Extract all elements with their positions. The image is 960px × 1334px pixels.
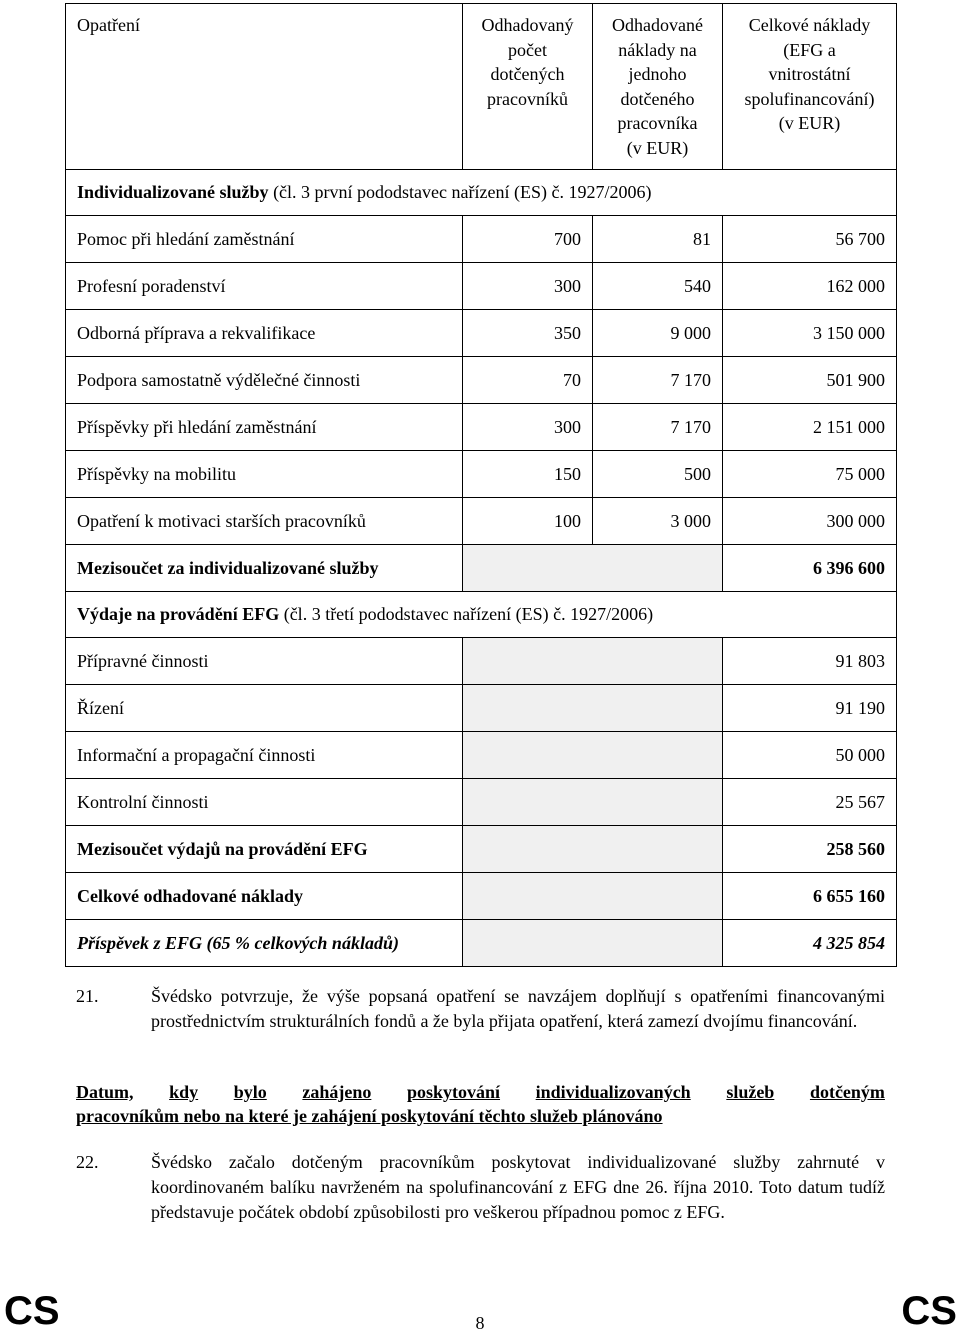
section-title-services: Individualizované služby (čl. 3 první pododstavec nařízení (ES) č. 1927/2006) bbox=[66, 170, 897, 216]
paragraph-text: Švédsko potvrzuje, že výše popsaná opatření se navzájem doplňují s opatřeními financovanými prostřednictvím strukturálních fondů a že byla přijata opatření, která zamezí dvojímu financování. bbox=[151, 986, 885, 1031]
total-cost: 91 803 bbox=[723, 638, 897, 685]
subtotal-row-implementation bbox=[66, 826, 897, 873]
subtotal-row-services bbox=[66, 545, 897, 592]
workers-count: 300 bbox=[463, 404, 593, 451]
subtotal-value: 6 396 600 bbox=[723, 545, 897, 592]
grand-total-row bbox=[66, 873, 897, 920]
total-cost: 25 567 bbox=[723, 779, 897, 826]
efg-contribution-row bbox=[66, 920, 897, 967]
table-row bbox=[66, 638, 897, 685]
total-cost: 50 000 bbox=[723, 732, 897, 779]
cost-per-worker: 540 bbox=[593, 263, 723, 310]
heading-line-2: pracovníkům nebo na které je zahájení poskytování těchto služeb plánováno bbox=[76, 1106, 663, 1126]
table-row bbox=[66, 357, 897, 404]
section-row-implementation bbox=[66, 592, 897, 638]
measure-label: Příspěvky při hledání zaměstnání bbox=[66, 404, 463, 451]
shaded-cell bbox=[463, 826, 723, 873]
paragraph-number: 21. bbox=[76, 986, 99, 1006]
shaded-cell bbox=[463, 732, 723, 779]
table-row bbox=[66, 404, 897, 451]
shaded-cell bbox=[463, 545, 723, 592]
paragraph-21 bbox=[76, 984, 885, 1034]
section-row-services bbox=[66, 170, 897, 216]
table-row bbox=[66, 732, 897, 779]
cost-per-worker: 7 170 bbox=[593, 404, 723, 451]
cost-per-worker: 81 bbox=[593, 216, 723, 263]
cost-per-worker: 3 000 bbox=[593, 498, 723, 545]
table-row bbox=[66, 685, 897, 732]
efg-contribution-value: 4 325 854 bbox=[723, 920, 897, 967]
workers-count: 100 bbox=[463, 498, 593, 545]
measure-label: Kontrolní činnosti bbox=[66, 779, 463, 826]
total-cost: 501 900 bbox=[723, 357, 897, 404]
grand-total-label: Celkové odhadované náklady bbox=[66, 873, 463, 920]
subtotal-label: Mezisoučet výdajů na provádění EFG bbox=[66, 826, 463, 873]
measure-label: Přípravné činnosti bbox=[66, 638, 463, 685]
table-row bbox=[66, 779, 897, 826]
paragraph-text: Švédsko začalo dotčeným pracovníkům poskytovat individualizované služby zahrnuté v koordinovaném balíku navrženém na spolufinancování z EFG dne 26. října 2010. Toto datum tudíž představuje počátek období způsobilosti pro veškerou případnou pomoc z EFG. bbox=[151, 1152, 885, 1222]
header-total-cost: Celkové náklady (EFG a vnitrostátní spolufinancování) (v EUR) bbox=[723, 4, 897, 170]
table-row bbox=[66, 451, 897, 498]
workers-count: 700 bbox=[463, 216, 593, 263]
grand-total-value: 6 655 160 bbox=[723, 873, 897, 920]
header-workers: Odhadovaný počet dotčených pracovníků bbox=[463, 4, 593, 170]
header-measure: Opatření bbox=[66, 4, 463, 170]
cost-per-worker: 500 bbox=[593, 451, 723, 498]
workers-count: 70 bbox=[463, 357, 593, 404]
efg-contribution-label: Příspěvek z EFG (65 % celkových nákladů) bbox=[66, 920, 463, 967]
footer-page-number: 8 bbox=[475, 1313, 485, 1333]
heading-line-1: Datum, kdy bylo zahájeno poskytování individualizovaných služeb dotčeným bbox=[76, 1082, 885, 1102]
section-heading bbox=[76, 1080, 885, 1128]
table-row bbox=[66, 310, 897, 357]
table-header-row bbox=[66, 4, 897, 170]
total-cost: 2 151 000 bbox=[723, 404, 897, 451]
total-cost: 91 190 bbox=[723, 685, 897, 732]
subtotal-value: 258 560 bbox=[723, 826, 897, 873]
cost-table bbox=[65, 3, 897, 967]
footer-language-right: CS bbox=[901, 1289, 957, 1333]
table-row bbox=[66, 498, 897, 545]
cost-per-worker: 7 170 bbox=[593, 357, 723, 404]
measure-label: Řízení bbox=[66, 685, 463, 732]
shaded-cell bbox=[463, 873, 723, 920]
shaded-cell bbox=[463, 685, 723, 732]
total-cost: 56 700 bbox=[723, 216, 897, 263]
footer-language-left: CS bbox=[4, 1289, 60, 1333]
measure-label: Pomoc při hledání zaměstnání bbox=[66, 216, 463, 263]
cost-per-worker: 9 000 bbox=[593, 310, 723, 357]
measure-label: Informační a propagační činnosti bbox=[66, 732, 463, 779]
workers-count: 300 bbox=[463, 263, 593, 310]
measure-label: Příspěvky na mobilitu bbox=[66, 451, 463, 498]
measure-label: Profesní poradenství bbox=[66, 263, 463, 310]
workers-count: 150 bbox=[463, 451, 593, 498]
paragraph-number: 22. bbox=[76, 1152, 99, 1172]
total-cost: 162 000 bbox=[723, 263, 897, 310]
paragraph-22 bbox=[76, 1150, 885, 1225]
shaded-cell bbox=[463, 920, 723, 967]
table-row bbox=[66, 216, 897, 263]
section-title-implementation: Výdaje na provádění EFG (čl. 3 třetí pododstavec nařízení (ES) č. 1927/2006) bbox=[66, 592, 897, 638]
workers-count: 350 bbox=[463, 310, 593, 357]
measure-label: Podpora samostatně výdělečné činnosti bbox=[66, 357, 463, 404]
total-cost: 3 150 000 bbox=[723, 310, 897, 357]
table-row bbox=[66, 263, 897, 310]
measure-label: Opatření k motivaci starších pracovníků bbox=[66, 498, 463, 545]
subtotal-label: Mezisoučet za individualizované služby bbox=[66, 545, 463, 592]
shaded-cell bbox=[463, 779, 723, 826]
header-cost-per-worker: Odhadované náklady na jednoho dotčeného pracovníka (v EUR) bbox=[593, 4, 723, 170]
shaded-cell bbox=[463, 638, 723, 685]
total-cost: 75 000 bbox=[723, 451, 897, 498]
measure-label: Odborná příprava a rekvalifikace bbox=[66, 310, 463, 357]
total-cost: 300 000 bbox=[723, 498, 897, 545]
